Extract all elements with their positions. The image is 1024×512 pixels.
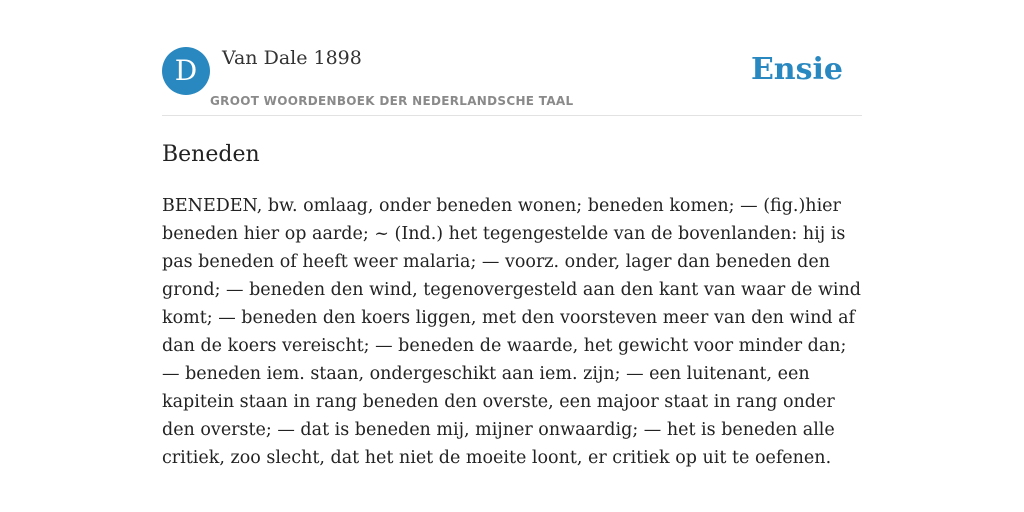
source-title: Van Dale 1898	[222, 47, 362, 69]
entry-definition: BENEDEN, bw. omlaag, onder beneden wonen; beneden komen; — (fig.)hier beneden hier op aarde; ~ (Ind.) het tegengestelde van de bovenlanden: hij is pas beneden of heeft weer malaria; — voorz. onder, lager dan beneden den grond; — beneden den wind, tegenovergesteld aan den kant van waar de wind komt; — beneden den koers liggen, met den voorsteven meer van den wind af dan de koers vereischt; — beneden de waarde, het gewicht voor minder dan; — beneden iem. staan, ondergeschikt aan iem. zijn; — een luitenant, een kapitein staan in rang beneden den overste, een majoor staat in rang onder den overste; — dat is beneden mij, mijner onwaardig; — het is beneden alle critiek, zoo slecht, dat het niet de moeite loont, er critiek op uit te oefenen.	[162, 196, 861, 468]
source-avatar: D	[162, 47, 210, 95]
entry-headword: Beneden	[162, 142, 260, 167]
header-divider	[162, 115, 862, 116]
source-subtitle: GROOT WOORDENBOEK DER NEDERLANDSCHE TAAL	[210, 94, 574, 108]
brand-logo[interactable]: Ensie	[750, 52, 843, 87]
